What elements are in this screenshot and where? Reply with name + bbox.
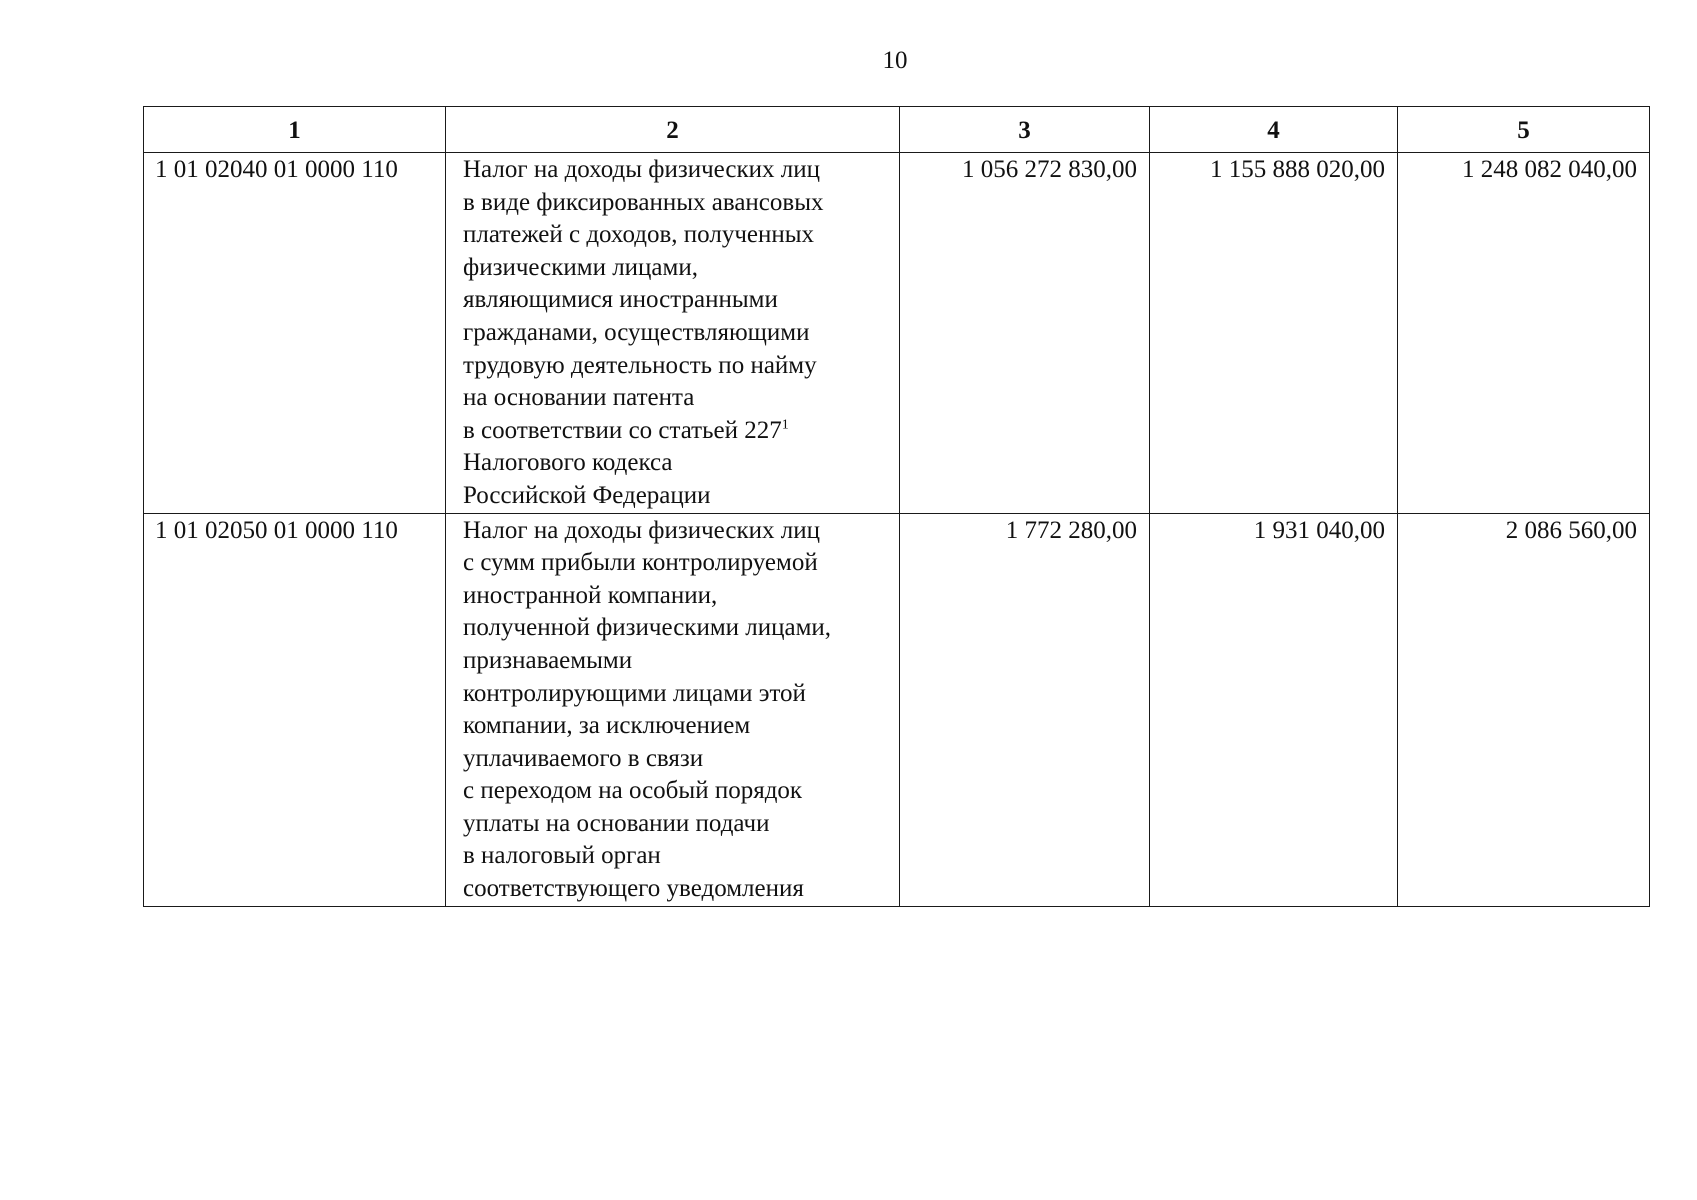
name-line: соответствующего уведомления [463,875,804,903]
name-line: полученной физическими лицами, [463,614,832,642]
name-line: уплачиваемого в связи [463,744,704,772]
name-line: с сумм прибыли контролируемой [463,549,818,577]
name-line: в налоговый орган [463,842,661,870]
name-line: контролирующими лицами этой [463,679,806,707]
value-column-5: 2 086 560,00 [1398,513,1650,906]
name-line: с переходом на особый порядок [463,777,803,805]
value-column-5: 1 248 082 040,00 [1398,153,1650,514]
article-superscript: 1 [781,417,789,433]
name-line: Российской Федерации [463,481,711,509]
value-column-4: 1 155 888 020,00 [1150,153,1398,514]
name-line: Налог на доходы физических лиц [463,156,820,183]
value-column-4: 1 931 040,00 [1150,513,1398,906]
revenue-name-cell [446,153,900,514]
budget-code-cell: 1 01 02040 01 0000 110 [144,153,446,514]
name-line: Налогового кодекса [463,449,673,477]
name-line: трудовую деятельность по найму [463,351,817,379]
name-line: компании, за исключением [463,712,751,740]
name-line: уплаты на основании подачи [463,809,770,837]
column-header-2: 2 [446,107,900,153]
revenue-table [143,106,1650,907]
table-header-row [144,107,1650,153]
table-row [144,513,1650,906]
column-header-1: 1 [144,107,446,153]
column-header-3: 3 [900,107,1150,153]
value-column-3: 1 056 272 830,00 [900,153,1150,514]
page-number: 10 [882,47,908,74]
name-line-with-superscript [463,415,895,448]
table-row [144,153,1650,514]
name-line: платежей с доходов, полученных [463,221,815,249]
name-line: физическими лицами, [463,253,698,281]
name-line: являющимися иностранными [463,286,778,314]
column-header-4: 4 [1150,107,1398,153]
value-column-3: 1 772 280,00 [900,513,1150,906]
name-line: Налог на доходы физических лиц [463,516,820,544]
name-line: признаваемыми [463,646,633,674]
revenue-name-cell [446,513,900,906]
budget-code-cell: 1 01 02050 01 0000 110 [144,513,446,906]
name-line: в виде фиксированных авансовых [463,188,824,216]
name-line: иностранной компании, [463,581,718,609]
name-line: в соответствии со статьей 227 [463,416,782,444]
name-line: гражданами, осуществляющими [463,318,810,346]
column-header-5: 5 [1398,107,1650,153]
name-line: на основании патента [463,384,695,412]
